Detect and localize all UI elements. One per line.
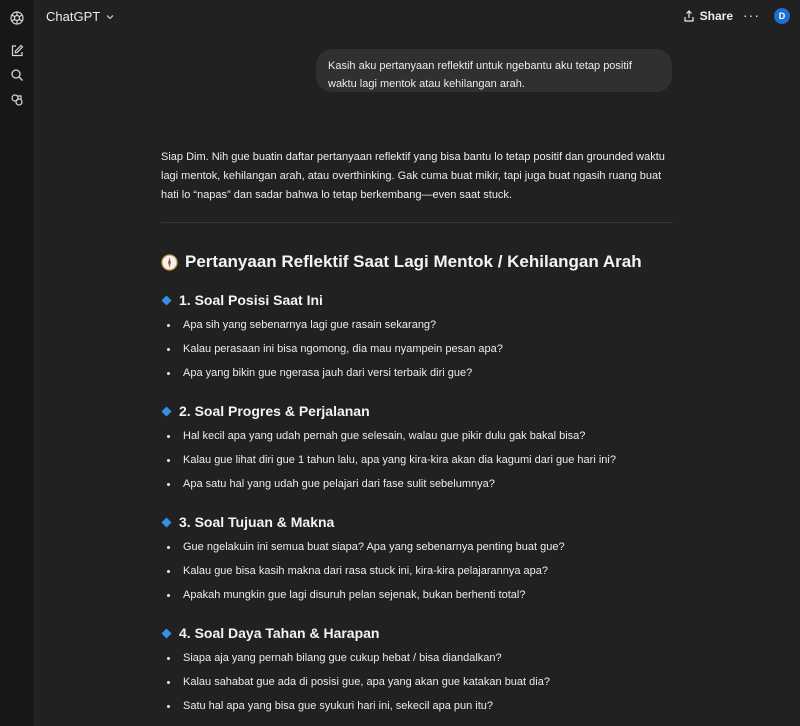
list-item-text: Kalau gue bisa kasih makna dari rasa stuck ini, kira-kira pelajarannya apa? xyxy=(183,565,549,577)
list-item-text: Kalau sahabat gue ada di posisi gue, apa yang akan gue katakan buat dia? xyxy=(183,676,550,688)
bullet xyxy=(167,594,170,597)
model-label: ChatGPT xyxy=(46,9,101,24)
divider xyxy=(161,222,673,223)
list-item xyxy=(161,651,673,665)
compass-icon xyxy=(161,254,178,271)
bullet xyxy=(167,546,170,549)
question-list xyxy=(161,540,673,602)
section-4 xyxy=(161,624,673,713)
bullet xyxy=(167,435,170,438)
list-item xyxy=(161,540,673,554)
list-item-text: Hal kecil apa yang udah pernah gue selesain, walau gue pikir dulu gak bakal bisa? xyxy=(183,430,586,442)
response-heading xyxy=(161,252,673,272)
list-item xyxy=(161,675,673,689)
search-icon[interactable] xyxy=(9,67,25,83)
sidebar-rail xyxy=(0,0,35,726)
list-item-text: Gue ngelakuin ini semua buat siapa? Apa yang sebenarnya penting buat gue? xyxy=(183,541,565,553)
top-bar xyxy=(35,0,800,34)
assistant-intro: Siap Dim. Nih gue buatin daftar pertanyaan reflektif yang bisa bantu lo tetap positif dan grounded waktu lagi mentok, kehilangan arah, atau overthinking. Gak cuma buat mikir, tapi juga buat ngasih ruang buat hati lo “napas” dan sadar bahwa lo tetap berkembang—even saat stuck. xyxy=(161,151,665,201)
bullet xyxy=(167,324,170,327)
bullet xyxy=(167,459,170,462)
section-2 xyxy=(161,402,673,491)
list-item-text: Apa satu hal yang udah gue pelajari dari fase sulit sebelumnya? xyxy=(183,478,495,490)
section-title xyxy=(161,291,673,309)
section-title xyxy=(161,402,673,420)
section-title-text: 4. Soal Daya Tahan & Harapan xyxy=(179,625,380,641)
chevron-down-icon xyxy=(105,12,115,22)
list-item-text: Apa yang bikin gue ngerasa jauh dari versi terbaik diri gue? xyxy=(183,367,473,379)
list-item xyxy=(161,366,673,380)
library-icon[interactable] xyxy=(9,92,25,108)
list-item xyxy=(161,453,673,467)
bullet xyxy=(167,372,170,375)
list-item xyxy=(161,477,673,491)
bullet xyxy=(167,348,170,351)
section-title xyxy=(161,513,673,531)
sections-container xyxy=(161,291,673,713)
more-options-button[interactable]: ··· xyxy=(743,7,760,23)
blue-diamond-icon xyxy=(161,517,172,528)
openai-logo-icon[interactable] xyxy=(9,10,25,26)
list-item-text: Kalau gue lihat diri gue 1 tahun lalu, apa yang kira-kira akan dia kagumi dari gue hari ini? xyxy=(183,454,616,466)
list-item xyxy=(161,699,673,713)
blue-diamond-icon xyxy=(161,628,172,639)
model-selector[interactable] xyxy=(46,9,115,24)
share-icon xyxy=(683,10,695,22)
bullet xyxy=(167,681,170,684)
question-list xyxy=(161,429,673,491)
list-item xyxy=(161,429,673,443)
assistant-message xyxy=(161,148,673,713)
bullet xyxy=(167,483,170,486)
bullet xyxy=(167,705,170,708)
section-1 xyxy=(161,291,673,380)
list-item-text: Kalau perasaan ini bisa ngomong, dia mau nyampein pesan apa? xyxy=(183,343,503,355)
section-title xyxy=(161,624,673,642)
list-item-text: Satu hal apa yang bisa gue syukuri hari ini, sekecil apa pun itu? xyxy=(183,700,494,712)
section-title-text: 2. Soal Progres & Perjalanan xyxy=(179,403,370,419)
list-item-text: Apakah mungkin gue lagi disuruh pelan sejenak, bukan berhenti total? xyxy=(183,589,526,601)
bullet xyxy=(167,570,170,573)
blue-diamond-icon xyxy=(161,406,172,417)
avatar[interactable]: D xyxy=(774,8,790,24)
share-label: Share xyxy=(699,9,733,23)
question-list xyxy=(161,651,673,713)
list-item-text: Siapa aja yang pernah bilang gue cukup hebat / bisa diandalkan? xyxy=(183,652,502,664)
list-item xyxy=(161,342,673,356)
heading-text: Pertanyaan Reflektif Saat Lagi Mentok / Kehilangan Arah xyxy=(185,252,642,271)
new-chat-icon[interactable] xyxy=(9,43,25,59)
list-item xyxy=(161,564,673,578)
list-item-text: Apa sih yang sebenarnya lagi gue rasain sekarang? xyxy=(183,319,437,331)
share-button[interactable] xyxy=(683,9,733,23)
question-list xyxy=(161,318,673,380)
list-item xyxy=(161,318,673,332)
blue-diamond-icon xyxy=(161,295,172,306)
section-title-text: 1. Soal Posisi Saat Ini xyxy=(179,292,323,308)
section-title-text: 3. Soal Tujuan & Makna xyxy=(179,514,335,530)
bullet xyxy=(167,657,170,660)
user-message-bubble: Kasih aku pertanyaan reflektif untuk ngebantu aku tetap positif waktu lagi mentok atau kehilangan arah. xyxy=(316,49,672,92)
list-item xyxy=(161,588,673,602)
section-3 xyxy=(161,513,673,602)
